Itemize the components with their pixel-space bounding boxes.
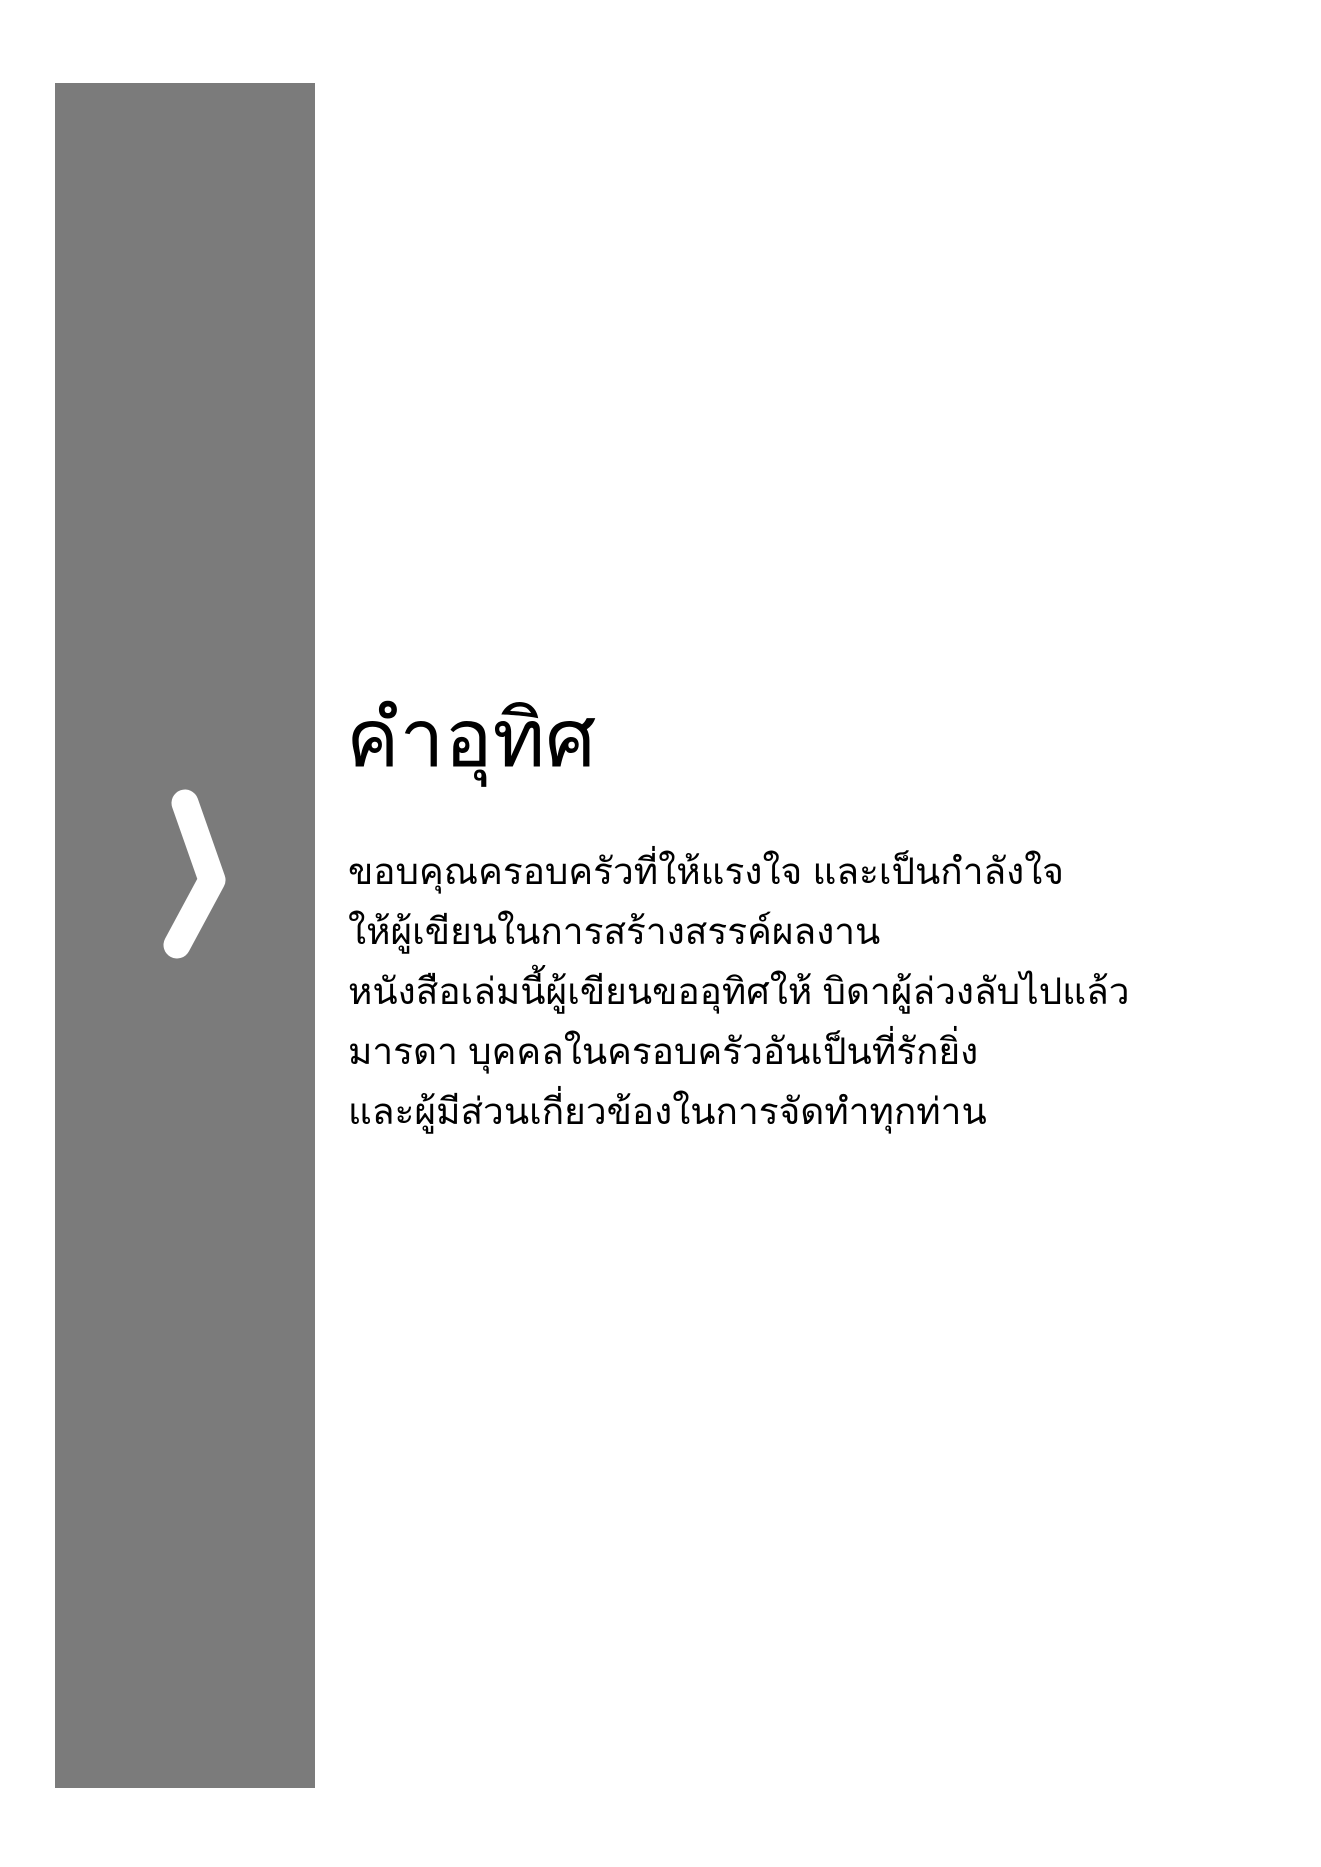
page-title: คำอุทิศ [346,694,596,783]
dedication-line: มารดา บุคคลในครอบครัวอันเป็นที่รักยิ่ง [348,1031,979,1072]
dedication-text-block [348,842,1130,1142]
dedication-line: และผู้มีส่วนเกี่ยวข้องในการจัดทำทุกท่าน [348,1091,987,1132]
chevron-right-icon [140,775,260,985]
dedication-line: หนังสือเล่มนี้ผู้เขียนขออุทิศให้ บิดาผู้ล่วงลับไปแล้ว [348,971,1130,1012]
dedication-line: ให้ผู้เขียนในการสร้างสรรค์ผลงาน [348,911,881,952]
dedication-line: ขอบคุณครอบครัวที่ให้แรงใจ และเป็นกำลังใจ [348,851,1064,892]
